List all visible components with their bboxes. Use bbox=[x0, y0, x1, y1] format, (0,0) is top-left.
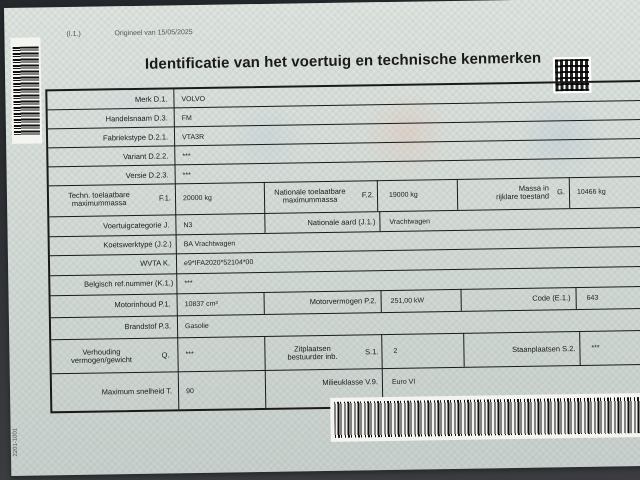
handelsnaam-label: Handelsnaam D.3. bbox=[105, 113, 168, 124]
brandstof-value: Gasolie bbox=[184, 322, 209, 331]
techn-massa-label-1: Techn. toelaatbare bbox=[68, 190, 130, 201]
voertuigcategorie-label: Voertuigcategorie J. bbox=[103, 220, 170, 231]
massa-rijklaar-label-2: rijklare toestand bbox=[496, 191, 550, 202]
verhouding-label-1: Verhouding bbox=[82, 347, 121, 357]
max-snelheid-value: 90 bbox=[185, 388, 194, 396]
code-value: 643 bbox=[586, 294, 599, 302]
page-title: Identificatie van het voertuig en technische kenmerken bbox=[144, 49, 542, 73]
staanplaatsen-value: *** bbox=[591, 344, 600, 352]
wvta-value: e9*IFA2020*52104*00 bbox=[183, 259, 254, 268]
koetswerktype-value: BA Vrachtwagen bbox=[183, 240, 236, 249]
merk-label: Merk D.1. bbox=[134, 94, 168, 104]
massa-rijklaar-label-1: Massa in bbox=[518, 183, 549, 193]
fabriekstype-label: Fabriekstype D.2.1. bbox=[102, 132, 169, 143]
merk-value: VOLVO bbox=[181, 95, 206, 104]
zitplaatsen-code: S.1. bbox=[365, 347, 379, 357]
registration-document bbox=[4, 0, 640, 476]
massa-rijklaar-value: 10466 kg bbox=[576, 188, 606, 197]
side-code: 2201-1001 bbox=[12, 427, 20, 457]
massa-rijklaar-code: G. bbox=[556, 187, 566, 197]
nationale-aard-value: Vrachtwagen bbox=[389, 218, 431, 226]
milieuklasse-label: Milieuklasse V.9. bbox=[322, 377, 378, 388]
nat-massa-label-2: maximummassa bbox=[282, 194, 338, 205]
max-snelheid-label: Maximum snelheid T. bbox=[101, 386, 173, 397]
zitplaatsen-label-2: bestuurder inb. bbox=[287, 351, 338, 362]
verhouding-label-2: vermogen/gewicht bbox=[71, 355, 133, 365]
versie-value: *** bbox=[182, 172, 191, 180]
variant-value: *** bbox=[182, 153, 191, 161]
belgisch-ref-label: Belgisch ref.nummer (K.1.) bbox=[84, 278, 174, 289]
verhouding-value: *** bbox=[185, 351, 194, 359]
koetswerktype-label: Koetswerktype (J.2.) bbox=[103, 239, 172, 250]
techn-massa-label-2: maximummassa bbox=[71, 198, 127, 208]
vehicle-data-table bbox=[45, 80, 640, 413]
wvta-label: WVTA K. bbox=[140, 258, 171, 268]
zitplaatsen-value: 2 bbox=[393, 347, 398, 355]
motorinhoud-value: 10837 cm³ bbox=[184, 300, 218, 309]
original-date: Origineel van 15/05/2025 bbox=[114, 29, 193, 38]
code-label: Code (E.1.) bbox=[532, 293, 571, 303]
belgisch-ref-value: *** bbox=[184, 280, 193, 288]
motorinhoud-label: Motorinhoud P.1. bbox=[114, 299, 171, 310]
zitplaatsen-label-1: Zitplaatsen bbox=[293, 343, 331, 354]
milieuklasse-value: Euro VI bbox=[391, 378, 416, 386]
motorvermogen-label: Motorvermogen P.2. bbox=[309, 296, 377, 307]
staanplaatsen-label: Staanplaatsen S.2. bbox=[511, 344, 576, 355]
horizontal-barcode bbox=[330, 393, 640, 442]
verhouding-code: Q. bbox=[161, 350, 170, 360]
brandstof-label: Brandstof P.3. bbox=[124, 321, 172, 332]
nat-massa-label-1: Nationale toelaatbare bbox=[274, 186, 346, 197]
techn-massa-code: F.1. bbox=[158, 193, 172, 203]
nat-massa-code: F.2. bbox=[361, 190, 375, 200]
handelsnaam-value: FM bbox=[181, 115, 192, 123]
versie-label: Versie D.2.3. bbox=[125, 170, 169, 181]
fabriekstype-value: VTA3R bbox=[182, 133, 205, 142]
variant-label: Variant D.2.2. bbox=[122, 151, 169, 162]
nat-massa-value: 19000 kg bbox=[388, 191, 418, 199]
motorvermogen-value: 251,00 kW bbox=[390, 297, 425, 305]
techn-massa-value: 20000 kg bbox=[182, 194, 212, 203]
voertuigcategorie-value: N3 bbox=[183, 222, 193, 230]
nationale-aard-label: Nationale aard (J.1.) bbox=[307, 217, 376, 228]
ref-code: (I.1.) bbox=[66, 30, 81, 39]
vertical-barcode bbox=[10, 37, 42, 143]
